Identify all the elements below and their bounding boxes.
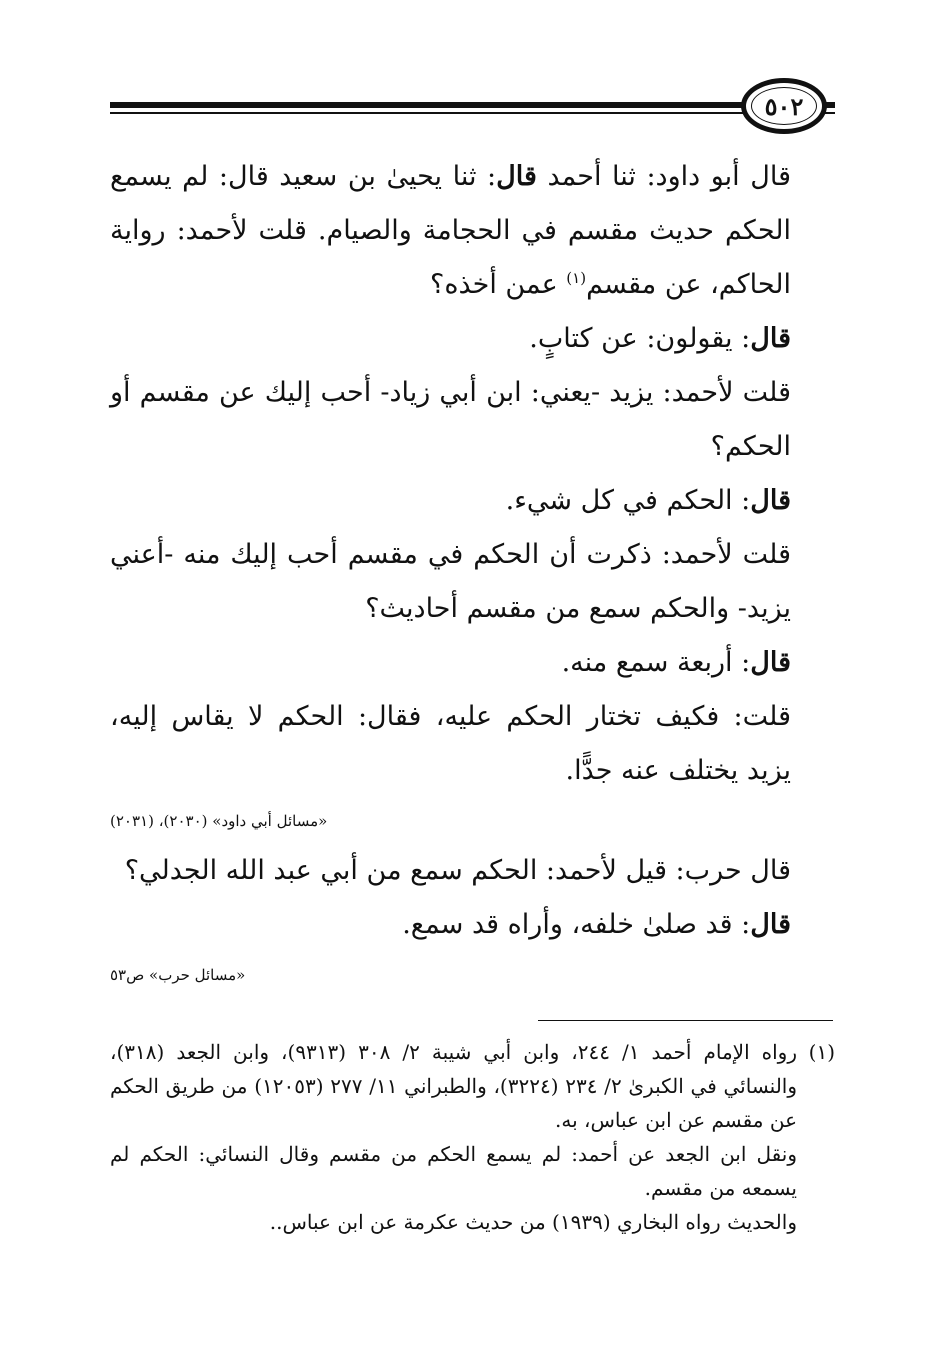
footnote-line-2: ونقل ابن الجعد عن أحمد: لم يسمع الحكم من مقسم وقال النسائي: الحكم لم يسمعه من مقسم. <box>110 1142 797 1200</box>
paragraph-1 <box>110 150 835 312</box>
p7-text: قلت: فكيف تختار الحكم عليه، فقال: الحكم لا يقاس إليه، يزيد يختلف عنه جدًّا. <box>110 701 791 786</box>
p9-text: : قد صلىٰ خلفه، وأراه قد سمع. <box>402 909 751 940</box>
p3-text: قلت لأحمد: يزيد -يعني: ابن أبي زياد- أحب إليك عن مقسم أو الحكم؟ <box>110 377 791 462</box>
footnote-number: (١) <box>808 1040 835 1064</box>
p9-bold-label: قال <box>750 909 791 940</box>
footnote-body <box>110 1035 797 1239</box>
source-citation-2 <box>110 964 835 986</box>
p1-bold-label: قال <box>496 161 537 192</box>
p1-text-b: : ثنا يحيىٰ بن سعيد قال: لم يسمع الحكم حديث مقسم في الحجامة والصيام. قلت لأحمد: رواية الحاكم، عن مقسم <box>110 161 791 300</box>
footnote-line-3: والحديث رواه البخاري (١٩٣٩) من حديث عكرمة عن ابن عباس.. <box>269 1210 797 1234</box>
source-1-text: «مسائل أبي داود» (٢٠٣٠)، (٢٠٣١) <box>110 812 328 830</box>
paragraph-8 <box>110 844 835 898</box>
p6-text: : أربعة سمع منه. <box>561 647 751 678</box>
p2-text: : يقولون: عن كتابٍ. <box>529 323 751 354</box>
p8-text: قال حرب: قيل لأحمد: الحكم سمع من أبي عبد الله الجدلي؟ <box>124 855 791 886</box>
footnote-separator <box>538 1020 833 1021</box>
footnote-line-1: رواه الإمام أحمد ١/ ٢٤٤، وابن أبي شيبة ٢/ ٣٠٨ (٩٣١٣)، وابن الجعد (٣١٨)، والنسائي في الكبرىٰ ٢/ ٢٣٤ (٣٢٢٤)، والطبراني ١١/ ٢٧٧ (١٢٠٥٣) من طريق الحكم عن مقسم عن ابن عباس، به. <box>110 1040 797 1132</box>
paragraph-3 <box>110 366 835 474</box>
header-rule-thin <box>110 112 835 114</box>
p4-bold-label: قال <box>750 485 791 516</box>
footnotes <box>110 1035 835 1239</box>
header-rule-thick <box>110 102 835 108</box>
footnote-1 <box>110 1035 835 1239</box>
page-number: ٥٠٢ <box>764 91 804 121</box>
p4-text: : الحكم في كل شيء. <box>505 485 751 516</box>
paragraph-7 <box>110 690 835 798</box>
paragraph-2 <box>110 312 835 366</box>
p1-text-a: قال أبو داود: ثنا أحمد <box>536 161 791 192</box>
source-2-text: «مسائل حرب» ص٥٣ <box>110 966 246 984</box>
p1-text-c: عمن أخذه؟ <box>430 269 567 300</box>
footnote-ref[interactable]: (١) <box>566 269 587 287</box>
source-citation-1 <box>110 810 835 832</box>
paragraph-9 <box>110 898 835 952</box>
p5-text: قلت لأحمد: ذكرت أن الحكم في مقسم أحب إليك منه -أعني يزيد- والحكم سمع من مقسم أحاديث؟ <box>110 539 791 624</box>
page-number-frame <box>741 78 827 134</box>
p2-bold-label: قال <box>750 323 791 354</box>
page-header <box>110 78 835 138</box>
main-text <box>110 150 835 998</box>
paragraph-4 <box>110 474 835 528</box>
paragraph-6 <box>110 636 835 690</box>
paragraph-5 <box>110 528 835 636</box>
p6-bold-label: قال <box>750 647 791 678</box>
